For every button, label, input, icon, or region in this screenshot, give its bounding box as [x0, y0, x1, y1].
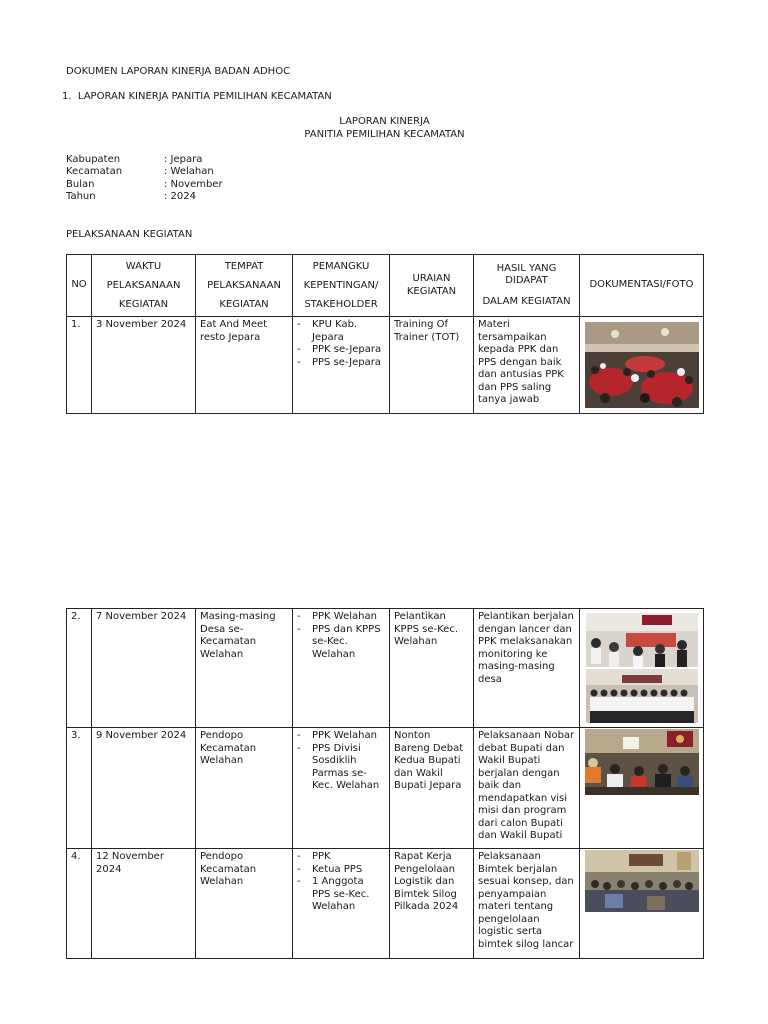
header-line: KEGIATAN: [219, 299, 269, 310]
section-title: LAPORAN KINERJA PANITIA PEMILIHAN KECAMATAN: [77, 91, 332, 102]
stakeholder-item: - PPS Divisi Sosdiklih Parmas se-Kec. Welahan: [297, 743, 385, 793]
meta-key: Kabupaten: [66, 154, 121, 165]
meta-value: : Welahan: [164, 166, 214, 177]
cell-waktu: 12 November 2024: [92, 849, 196, 959]
cell-tempat: Pendopo Kecamatan Welahan: [196, 849, 293, 959]
report-title-line2: PANITIA PEMILIHAN KECAMATAN: [304, 128, 465, 140]
header-line: KEGIATAN: [118, 299, 169, 310]
cell-stakeholders: [293, 849, 390, 959]
cell-dokumentasi: [580, 849, 704, 959]
cell-hasil: Pelantikan berjalan dengan lancer dan PPK melaksanakan monitoring ke masing-masing desa: [474, 609, 580, 728]
header-line: DIDAPAT: [505, 275, 548, 287]
cell-no: 4.: [67, 849, 92, 959]
header-line: TEMPAT: [224, 261, 264, 272]
documentation-photo-1: [585, 322, 699, 408]
meta-value: : November: [164, 179, 223, 190]
stakeholder-item: - 1 Anggota PPS se-Kec. Welahan: [297, 876, 385, 914]
header-line: STAKEHOLDER: [304, 299, 378, 310]
stakeholder-item: - PPS se-Jepara: [297, 357, 385, 370]
header-line: PELAKSANAAN: [106, 280, 181, 291]
header-line: PELAKSANAAN: [207, 280, 281, 291]
header-line: WAKTU: [125, 261, 162, 272]
cell-stakeholders: [293, 728, 390, 849]
documentation-photo-3: [585, 729, 699, 795]
table-row: [67, 849, 704, 959]
report-title-line1: LAPORAN KINERJA: [339, 116, 430, 127]
cell-waktu: 9 November 2024: [92, 728, 196, 849]
cell-tempat: Pendopo Kecamatan Welahan: [196, 728, 293, 849]
cell-waktu: 7 November 2024: [92, 609, 196, 728]
header-line: KEGIATAN: [406, 285, 457, 297]
stakeholder-item: - Ketua PPS: [297, 864, 385, 877]
stakeholder-item: - PPK Welahan: [297, 611, 385, 624]
meta-tahun: [66, 191, 196, 204]
header-line: DALAM KEGIATAN: [482, 295, 571, 307]
cell-hasil: Materi tersampaikan kepada PPK dan PPS dengan baik dan antusias PPK dan PPS saling tanya jawab: [474, 317, 580, 414]
report-title: [66, 116, 703, 141]
activity-table-part2: [66, 608, 704, 959]
section-number: 1.: [62, 91, 72, 102]
cell-tempat: Masing-masing Desa se-Kecamatan Welahan: [196, 609, 293, 728]
meta-bulan: [66, 179, 223, 192]
section-heading-1: [62, 91, 332, 104]
header-line: HASIL YANG: [496, 262, 557, 274]
table-row: [67, 728, 704, 849]
meta-kecamatan: [66, 166, 214, 179]
meta-key: Bulan: [66, 179, 95, 190]
meta-kabupaten: [66, 154, 202, 167]
col-header-tempat: [196, 255, 293, 317]
documentation-photo-4: [585, 850, 699, 912]
cell-dokumentasi: [580, 728, 704, 849]
table-header-row: [67, 255, 704, 317]
meta-key: Tahun: [66, 191, 96, 202]
cell-stakeholders: [293, 609, 390, 728]
document-title: DOKUMEN LAPORAN KINERJA BADAN ADHOC: [66, 66, 291, 77]
stakeholder-item: - PPS dan KPPS se-Kec. Welahan: [297, 624, 385, 662]
table-row: [67, 609, 704, 728]
pelaksanaan-heading: PELAKSANAAN KEGIATAN: [66, 229, 193, 240]
cell-hasil: Pelaksanaan Bimtek berjalan sesuai konsep, dan penyampaian materi tentang pengelolaan logistic serta bimtek silog lancar: [474, 849, 580, 959]
documentation-photo-2b: [586, 669, 698, 723]
documentation-photo-2a: [586, 613, 698, 667]
activity-table-part1: [66, 254, 704, 414]
cell-dokumentasi: [580, 609, 704, 728]
cell-uraian: Pelantikan KPPS se-Kec. Welahan: [390, 609, 474, 728]
cell-no: 3.: [67, 728, 92, 849]
cell-no: 1.: [67, 317, 92, 414]
col-header-pemangku: [293, 255, 390, 317]
stakeholder-item: - PPK se-Jepara: [297, 344, 385, 357]
cell-waktu: 3 November 2024: [92, 317, 196, 414]
stakeholder-item: - PPK: [297, 851, 385, 864]
cell-hasil: Pelaksanaan Nobar debat Bupati dan Wakil Bupati berjalan dengan baik dan mendapatkan visi misi dan program dari calon Bupati dan Wakil Bupati: [474, 728, 580, 849]
col-header-dokumentasi: DOKUMENTASI/FOTO: [580, 255, 704, 317]
table-row: [67, 317, 704, 414]
stakeholder-item: - PPK Welahan: [297, 730, 385, 743]
cell-tempat: Eat And Meet resto Jepara: [196, 317, 293, 414]
cell-dokumentasi: [580, 317, 704, 414]
cell-uraian: Training Of Trainer (TOT): [390, 317, 474, 414]
stakeholder-item: - KPU Kab. Jepara: [297, 319, 385, 344]
col-header-hasil: [474, 255, 580, 317]
cell-stakeholders: [293, 317, 390, 414]
col-header-no: NO: [67, 255, 92, 317]
meta-value: : Jepara: [164, 154, 203, 165]
header-line: URAIAN: [412, 273, 451, 284]
col-header-uraian: [390, 255, 474, 317]
header-line: KEPENTINGAN/: [303, 280, 379, 291]
cell-uraian: Nonton Bareng Debat Kedua Bupati dan Wakil Bupati Jepara: [390, 728, 474, 849]
cell-uraian: Rapat Kerja Pengelolaan Logistik dan Bimtek Silog Pilkada 2024: [390, 849, 474, 959]
header-line: PEMANGKU: [312, 261, 370, 272]
cell-no: 2.: [67, 609, 92, 728]
meta-value: : 2024: [164, 191, 196, 202]
col-header-waktu: [92, 255, 196, 317]
meta-key: Kecamatan: [66, 166, 123, 177]
